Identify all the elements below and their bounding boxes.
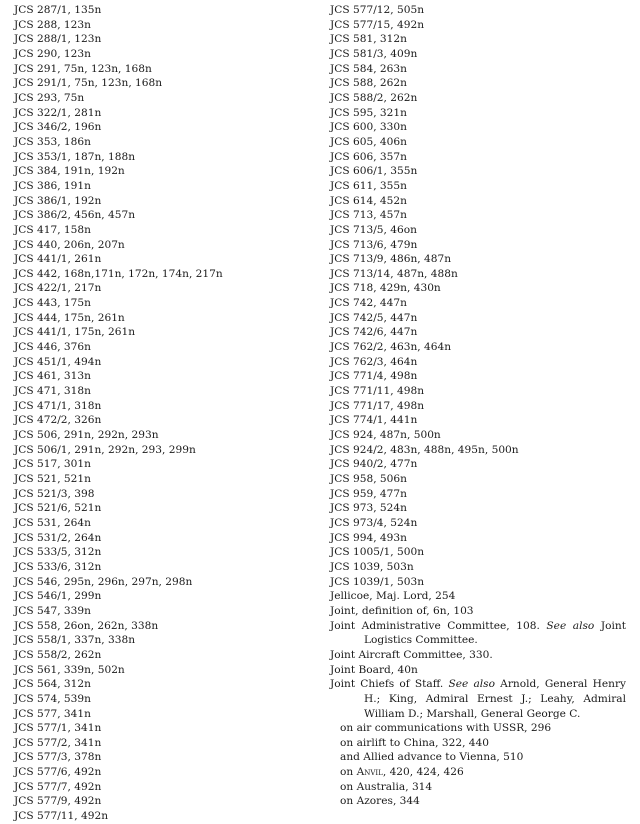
index-entry: JCS 471, 318n — [14, 385, 91, 398]
index-entry-joint-administrative-committee: Joint Administrative Committee, 108. See also Joint Logistics Committee. — [330, 619, 626, 647]
index-entry: JCS 574, 539n — [14, 692, 91, 705]
index-entry: JCS 742/6, 447n — [330, 326, 418, 339]
index-entry: JCS 291/1, 75n, 123n, 168n — [14, 77, 163, 90]
index-entry: JCS 446, 376n — [14, 341, 91, 354]
index-subentry: on air communications with USSR, 296 — [340, 722, 552, 735]
index-subentry: on Anvil, 420, 424, 426 — [340, 766, 464, 779]
index-entry: JCS 588, 262n — [330, 77, 407, 90]
index-entry: JCS 713/9, 486n, 487n — [330, 253, 452, 266]
index-entry: JCS 584, 263n — [330, 62, 407, 75]
index-entry: JCS 577/9, 492n — [14, 795, 102, 808]
index-entry: JCS 1005/1, 500n — [330, 546, 425, 559]
index-entry: JCS 994, 493n — [330, 531, 407, 544]
index-entry: Jellicoe, Maj. Lord, 254 — [330, 590, 456, 603]
index-entry: JCS 451/1, 494n — [14, 355, 102, 368]
index-entry: JCS 595, 321n — [330, 106, 407, 119]
index-entry: JCS 577/6, 492n — [14, 766, 102, 779]
index-entry: JCS 771/4, 498n — [330, 370, 418, 383]
index-entry: JCS 384, 191n, 192n — [14, 165, 125, 178]
index-entry: JCS 771/17, 498n — [330, 399, 425, 412]
index-entry: JCS 762/2, 463n, 464n — [330, 341, 452, 354]
index-entry: JCS 774/1, 441n — [330, 414, 418, 427]
index-entry: JCS 606, 357n — [330, 150, 407, 163]
index-entry: JCS 441/1, 175n, 261n — [14, 326, 136, 339]
index-entry: JCS 558, 26on, 262n, 338n — [14, 619, 159, 632]
index-entry: JCS 577/3, 378n — [14, 751, 102, 764]
index-entry: JCS 472/2, 326n — [14, 414, 102, 427]
index-entry: JCS 973/4, 524n — [330, 516, 418, 529]
index-entry: JCS 605, 406n — [330, 135, 407, 148]
index-entry: JCS 521/3, 398 — [14, 487, 95, 500]
index-entry: JCS 973, 524n — [330, 502, 407, 515]
index-entry: JCS 577, 341n — [14, 707, 91, 720]
index-entry: JCS 531, 264n — [14, 516, 91, 529]
index-entry: JCS 924/2, 483n, 488n, 495n, 500n — [330, 443, 519, 456]
index-entry: JCS 386/2, 456n, 457n — [14, 209, 136, 222]
index-entry: JCS 506/1, 291n, 292n, 293, 299n — [14, 443, 196, 456]
index-entry: JCS 742, 447n — [330, 297, 407, 310]
index-entry: JCS 1039, 503n — [330, 560, 414, 573]
index-entry: JCS 588/2, 262n — [330, 91, 418, 104]
index-entry: JCS 422/1, 217n — [14, 282, 102, 295]
index-entry: JCS 713/14, 487n, 488n — [330, 267, 458, 280]
index-entry: JCS 291, 75n, 123n, 168n — [14, 62, 152, 75]
index-entry: JCS 322/1, 281n — [14, 106, 102, 119]
index-entry: JCS 471/1, 318n — [14, 399, 102, 412]
index-entry-joint-board: Joint Board, 40n — [330, 663, 418, 676]
index-entry: JCS 959, 477n — [330, 487, 407, 500]
index-entry: JCS 461, 313n — [14, 370, 91, 383]
index-entry: JCS 293, 75n — [14, 91, 85, 104]
index-entry: JCS 353, 186n — [14, 135, 91, 148]
index-entry: JCS 771/11, 498n — [330, 385, 425, 398]
index-entry: JCS 742/5, 447n — [330, 311, 418, 324]
index-entry: JCS 546/1, 299n — [14, 590, 102, 603]
index-subentry: on Azores, 344 — [340, 795, 420, 808]
index-entry: JCS 577/7, 492n — [14, 780, 102, 793]
index-entry: JCS 600, 330n — [330, 121, 407, 134]
index-entry: JCS 346/2, 196n — [14, 121, 102, 134]
index-entry: JCS 444, 175n, 261n — [14, 311, 125, 324]
index-entry: JCS 924, 487n, 500n — [330, 429, 441, 442]
index-entry: JCS 287/1, 135n — [14, 4, 102, 16]
index-entry: JCS 558/2, 262n — [14, 648, 102, 661]
index-entry: Joint, definition of, 6n, 103 — [330, 604, 474, 617]
index-entry: JCS 564, 312n — [14, 678, 91, 691]
index-subentry: on airlift to China, 322, 440 — [340, 736, 490, 749]
index-entry: JCS 713, 457n — [330, 209, 407, 222]
index-entry: JCS 577/1, 341n — [14, 722, 102, 735]
index-entry: JCS 547, 339n — [14, 604, 91, 617]
index-entry: JCS 521/6, 521n — [14, 502, 102, 515]
index-entry: JCS 288, 123n — [14, 18, 91, 31]
see-also-label: See also — [448, 678, 495, 691]
index-column-left — [14, 3, 310, 824]
index-entry: JCS 577/2, 341n — [14, 736, 102, 749]
operation-name: Anvil — [356, 766, 383, 779]
index-entry: JCS 581, 312n — [330, 33, 407, 46]
index-entry: JCS 441/1, 261n — [14, 253, 102, 266]
index-entry: JCS 958, 506n — [330, 473, 407, 485]
index-entry: JCS 940/2, 477n — [330, 458, 418, 471]
index-entry: JCS 517, 301n — [14, 458, 91, 471]
right-simple-entries — [330, 3, 626, 619]
index-column-right — [330, 3, 626, 809]
index-entry: JCS 581/3, 409n — [330, 47, 418, 60]
index-entry: JCS 577/15, 492n — [330, 18, 425, 31]
index-entry: JCS 606/1, 355n — [330, 165, 418, 178]
index-entry: JCS 440, 206n, 207n — [14, 238, 125, 251]
index-entry: JCS 533/6, 312n — [14, 560, 102, 573]
index-entry: JCS 290, 123n — [14, 47, 91, 60]
index-entry: JCS 521, 521n — [14, 473, 91, 485]
index-entry: JCS 713/5, 46on — [330, 223, 417, 236]
index-entry: JCS 577/11, 492n — [14, 810, 109, 823]
index-subentry: on Australia, 314 — [340, 780, 433, 793]
index-entry: JCS 561, 339n, 502n — [14, 663, 125, 676]
index-subentry: and Allied advance to Vienna, 510 — [340, 751, 524, 764]
index-entry: JCS 762/3, 464n — [330, 355, 418, 368]
index-entry: JCS 506, 291n, 292n, 293n — [14, 429, 159, 442]
index-entry: JCS 546, 295n, 296n, 297n, 298n — [14, 575, 193, 588]
index-entry: JCS 577/12, 505n — [330, 4, 425, 16]
index-entry: JCS 614, 452n — [330, 194, 407, 207]
index-entry: JCS 1039/1, 503n — [330, 575, 425, 588]
index-entry: JCS 531/2, 264n — [14, 531, 102, 544]
index-entry: JCS 443, 175n — [14, 297, 91, 310]
index-entry: JCS 533/5, 312n — [14, 546, 102, 559]
index-entry: JCS 611, 355n — [330, 179, 407, 192]
index-entry: JCS 386, 191n — [14, 179, 91, 192]
index-entry: JCS 353/1, 187n, 188n — [14, 150, 136, 163]
index-entry: JCS 417, 158n — [14, 223, 91, 236]
index-entry-joint-chiefs-of-staff: Joint Chiefs of Staff. See also Arnold, General Henry H.; King, Admiral Ernest J.; Leahy, Admiral William D.; Marshall, General George C. — [330, 678, 626, 720]
see-also-label: See also — [546, 619, 595, 632]
index-entry: JCS 386/1, 192n — [14, 194, 102, 207]
index-entry-joint-aircraft-committee: Joint Aircraft Committee, 330. — [330, 648, 493, 661]
index-entry: JCS 288/1, 123n — [14, 33, 102, 46]
index-entry: JCS 713/6, 479n — [330, 238, 418, 251]
index-entry: JCS 442, 168n,171n, 172n, 174n, 217n — [14, 267, 223, 280]
index-entry: JCS 558/1, 337n, 338n — [14, 634, 136, 647]
index-entry: JCS 718, 429n, 430n — [330, 282, 441, 295]
